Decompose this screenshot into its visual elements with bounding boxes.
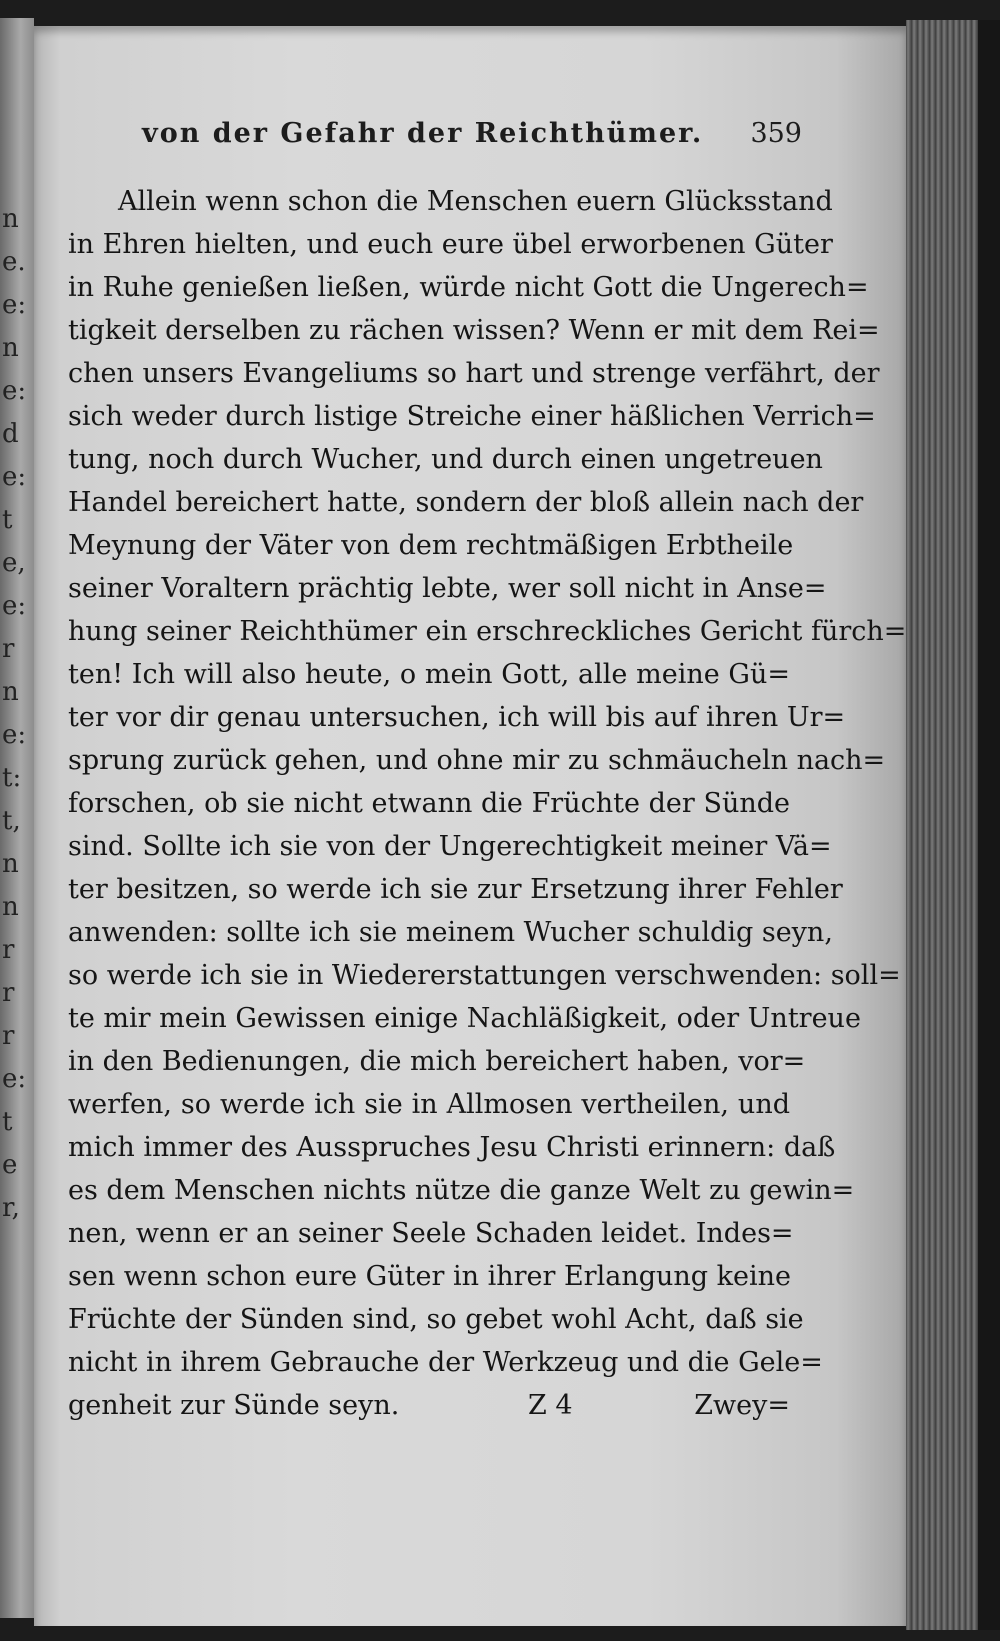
text-line: in Ruhe genießen ließen, würde nicht Gott die Ungerech= xyxy=(68,272,869,303)
margin-fragment: r xyxy=(2,634,15,664)
margin-fragment: r xyxy=(2,978,15,1008)
page-header xyxy=(112,118,802,164)
text-line: forschen, ob sie nicht etwann die Früchte der Sünde xyxy=(68,788,790,819)
text-line: Meynung der Väter von dem rechtmäßigen Erbtheile xyxy=(68,530,794,561)
margin-fragment: n xyxy=(2,333,19,363)
previous-page-margin xyxy=(2,198,27,1230)
margin-fragment: n xyxy=(2,849,19,879)
margin-fragment: n xyxy=(2,204,19,234)
text-line: Früchte der Sünden sind, so gebet wohl Acht, daß sie xyxy=(68,1304,804,1335)
margin-fragment: e: xyxy=(2,720,27,750)
body-text xyxy=(68,180,907,1427)
catchword: Zwey= xyxy=(694,1390,790,1421)
margin-fragment: e: xyxy=(2,462,27,492)
margin-fragment: e: xyxy=(2,591,27,621)
text-line: sich weder durch listige Streiche einer häßlichen Verrich= xyxy=(68,401,876,432)
margin-fragment: r xyxy=(2,935,15,965)
running-head: von der Gefahr der Reichthümer. xyxy=(142,118,704,149)
text-line: Allein wenn schon die Menschen euern Glücksstand xyxy=(118,186,833,217)
text-line: werfen, so werde ich sie in Allmosen vertheilen, und xyxy=(68,1089,790,1120)
text-lines xyxy=(68,180,907,1384)
margin-fragment: d xyxy=(2,419,19,449)
margin-fragment: e: xyxy=(2,376,27,406)
margin-fragment: e: xyxy=(2,1064,27,1094)
text-line: es dem Menschen nichts nütze die ganze Welt zu gewin= xyxy=(68,1175,855,1206)
text-line: anwenden: sollte ich sie meinem Wucher schuldig seyn, xyxy=(68,917,833,948)
text-line: in Ehren hielten, und euch eure übel erworbenen Güter xyxy=(68,229,833,260)
margin-fragment: t xyxy=(2,1107,13,1137)
text-line: so werde ich sie in Wiedererstattungen verschwenden: soll= xyxy=(68,960,901,991)
text-line: sen wenn schon eure Güter in ihrer Erlangung keine xyxy=(68,1261,791,1292)
margin-fragment: r, xyxy=(2,1193,20,1223)
margin-fragment: e xyxy=(2,1150,18,1180)
text-line: nen, wenn er an seiner Seele Schaden leidet. Indes= xyxy=(68,1218,794,1249)
margin-fragment: r xyxy=(2,1021,15,1051)
text-line: te mir mein Gewissen einige Nachläßigkeit, oder Untreue xyxy=(68,1003,861,1034)
text-line: sprung zurück gehen, und ohne mir zu schmäucheln nach= xyxy=(68,745,886,776)
text-line: hung seiner Reichthümer ein erschreckliches Gericht fürch= xyxy=(68,616,907,647)
margin-fragment: e. xyxy=(2,247,26,277)
text-line: chen unsers Evangeliums so hart und strenge verfährt, der xyxy=(68,358,880,389)
text-line: in den Bedienungen, die mich bereichert haben, vor= xyxy=(68,1046,806,1077)
text-line: tung, noch durch Wucher, und durch einen ungetreuen xyxy=(68,444,823,475)
text-line: sind. Sollte ich sie von der Ungerechtigkeit meiner Vä= xyxy=(68,831,832,862)
text-line: tigkeit derselben zu rächen wissen? Wenn er mit dem Rei= xyxy=(68,315,880,346)
page-block-edges xyxy=(906,20,978,1630)
text-line: ter besitzen, so werde ich sie zur Ersetzung ihrer Fehler xyxy=(68,874,843,905)
text-line: nicht in ihrem Gebrauche der Werkzeug und die Gele= xyxy=(68,1347,823,1378)
page-number: 359 xyxy=(750,118,802,149)
margin-fragment: n xyxy=(2,892,19,922)
text-line: mich immer des Ausspruches Jesu Christi erinnern: daß xyxy=(68,1132,836,1163)
text-line: ten! Ich will also heute, o mein Gott, alle meine Gü= xyxy=(68,659,790,690)
signature-mark: Z 4 xyxy=(528,1390,573,1421)
text-line: Handel bereichert hatte, sondern der bloß allein nach der xyxy=(68,487,864,518)
margin-fragment: t: xyxy=(2,763,22,793)
last-line-text: genheit zur Sünde seyn. xyxy=(68,1390,400,1421)
margin-fragment: n xyxy=(2,677,19,707)
margin-fragment: e: xyxy=(2,290,27,320)
margin-fragment: t, xyxy=(2,806,21,836)
margin-fragment: t xyxy=(2,505,13,535)
previous-page-edge xyxy=(0,18,34,1618)
text-line: seiner Voraltern prächtig lebte, wer soll nicht in Anse= xyxy=(68,573,827,604)
margin-fragment: e, xyxy=(2,548,26,578)
last-line xyxy=(68,1384,790,1427)
text-line: ter vor dir genau untersuchen, ich will bis auf ihren Ur= xyxy=(68,702,846,733)
